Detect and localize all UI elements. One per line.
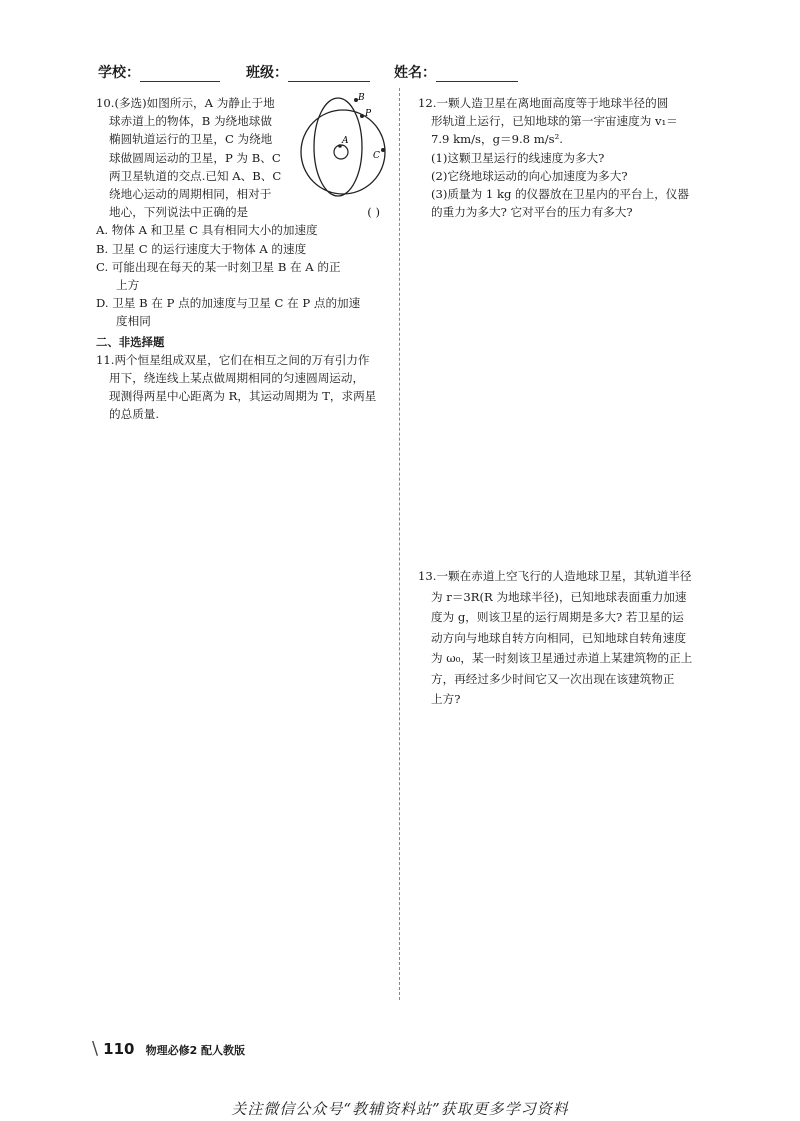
- left-column: [96, 94, 392, 424]
- q13-line: 动方向与地球自转方向相同，已知地球自转角速度: [431, 630, 687, 645]
- footer-slash-icon: \: [92, 1038, 99, 1059]
- q12-line: 的重力为多大? 它对平台的压力有多大?: [431, 205, 633, 220]
- q10-line: 10.(多选)如图所示，A 为静止于地: [96, 96, 275, 110]
- q11-line: 11.两个恒星组成双星，它们在相互之间的万有引力作: [96, 352, 370, 367]
- student-info-header: [98, 62, 658, 84]
- question-10-stem: [96, 94, 301, 221]
- label-p: P: [365, 109, 372, 119]
- page-number: 110: [103, 1040, 135, 1058]
- option-a[interactable]: A. 物体 A 和卫星 C 具有相同大小的加速度: [96, 223, 318, 238]
- q10-line: 两卫星轨道的交点.已知 A、B、C: [109, 168, 282, 183]
- question-12: [418, 94, 708, 221]
- book-title: 物理必修2 配人教版: [145, 1044, 246, 1057]
- elliptical-orbit-b: [314, 98, 362, 196]
- question-13: [418, 566, 710, 710]
- q13-line: 方，再经过多少时间它又一次出现在该建筑物正: [431, 671, 675, 686]
- satellite-c-dot: [381, 148, 385, 152]
- q12-line: 12.一颗人造卫星在离地面高度等于地球半径的圆: [418, 96, 669, 110]
- right-column: [418, 94, 708, 221]
- page-footer: [92, 1038, 245, 1058]
- option-c[interactable]: C. 可能出现在每天的某一时刻卫星 B 在 A 的正: [96, 259, 341, 274]
- q12-subquestion-3: (3)质量为 1 kg 的仪器放在卫星内的平台上，仪器: [431, 187, 689, 202]
- school-label: 学校：: [98, 65, 140, 81]
- question-11: [96, 351, 392, 424]
- bottom-promo-note: 关注微信公众号“教辅资料站”获取更多学习资料: [231, 1100, 569, 1118]
- answer-blank[interactable]: ( ): [367, 205, 380, 219]
- point-p-dot: [360, 114, 364, 118]
- q10-line: 绕地心运动的周期相同，相对于: [109, 187, 272, 202]
- q11-line: 现测得两星中心距离为 R，其运动周期为 T，求两星: [109, 389, 377, 404]
- q12-line: 7.9 km/s，g＝9.8 m/s².: [431, 132, 563, 147]
- q11-line: 用下，绕连线上某点做周期相同的匀速圆周运动，: [109, 371, 365, 386]
- q13-line: 上方?: [431, 692, 461, 706]
- q12-line: 形轨道上运行，已知地球的第一宇宙速度为 v₁＝: [431, 114, 678, 129]
- q12-subquestion-1: (1)这颗卫星运行的线速度为多大?: [431, 150, 605, 165]
- section-heading: 二、非选择题: [96, 334, 165, 349]
- question-10: [96, 94, 392, 221]
- name-label: 姓名：: [394, 65, 436, 81]
- option-d-cont: 度相同: [116, 314, 151, 329]
- q13-line: 度为 g，则该卫星的运行周期是多大? 若卫星的运: [431, 610, 684, 624]
- q13-line: 为 r＝3R(R 为地球半径)，已知地球表面重力加速: [431, 589, 687, 604]
- q13-line: 13.一颗在赤道上空飞行的人造地球卫星，其轨道半径: [418, 569, 692, 583]
- q13-line: 为 ω₀，某一时刻该卫星通过赤道上某建筑物的正上: [431, 651, 693, 665]
- name-field[interactable]: [394, 62, 518, 82]
- name-blank[interactable]: [436, 67, 518, 82]
- label-c: C: [373, 151, 380, 161]
- school-field[interactable]: [98, 62, 220, 82]
- q11-line: 的总质量.: [109, 407, 160, 422]
- q10-line: 球做圆周运动的卫星，P 为 B、C: [109, 150, 281, 165]
- q12-subquestion-2: (2)它绕地球运动的向心加速度为多大?: [431, 168, 628, 183]
- q10-line: 地心，下列说法中正确的是: [109, 205, 249, 220]
- column-divider: [399, 88, 400, 1000]
- q10-options: [96, 221, 392, 330]
- q10-line: 球赤道上的物体，B 为绕地球做: [109, 114, 272, 129]
- school-blank[interactable]: [140, 67, 220, 82]
- label-b: B: [358, 93, 365, 103]
- option-b[interactable]: B. 卫星 C 的运行速度大于物体 A 的速度: [96, 241, 307, 256]
- option-d[interactable]: D. 卫星 B 在 P 点的加速度与卫星 C 在 P 点的加速: [96, 296, 361, 311]
- label-a: A: [342, 136, 349, 146]
- orbit-diagram: [298, 92, 398, 202]
- class-field[interactable]: [246, 62, 370, 82]
- q10-line: 椭圆轨道运行的卫星，C 为绕地: [109, 132, 273, 147]
- option-c-cont: 上方: [116, 278, 140, 293]
- class-label: 班级：: [246, 65, 288, 81]
- class-blank[interactable]: [288, 67, 370, 82]
